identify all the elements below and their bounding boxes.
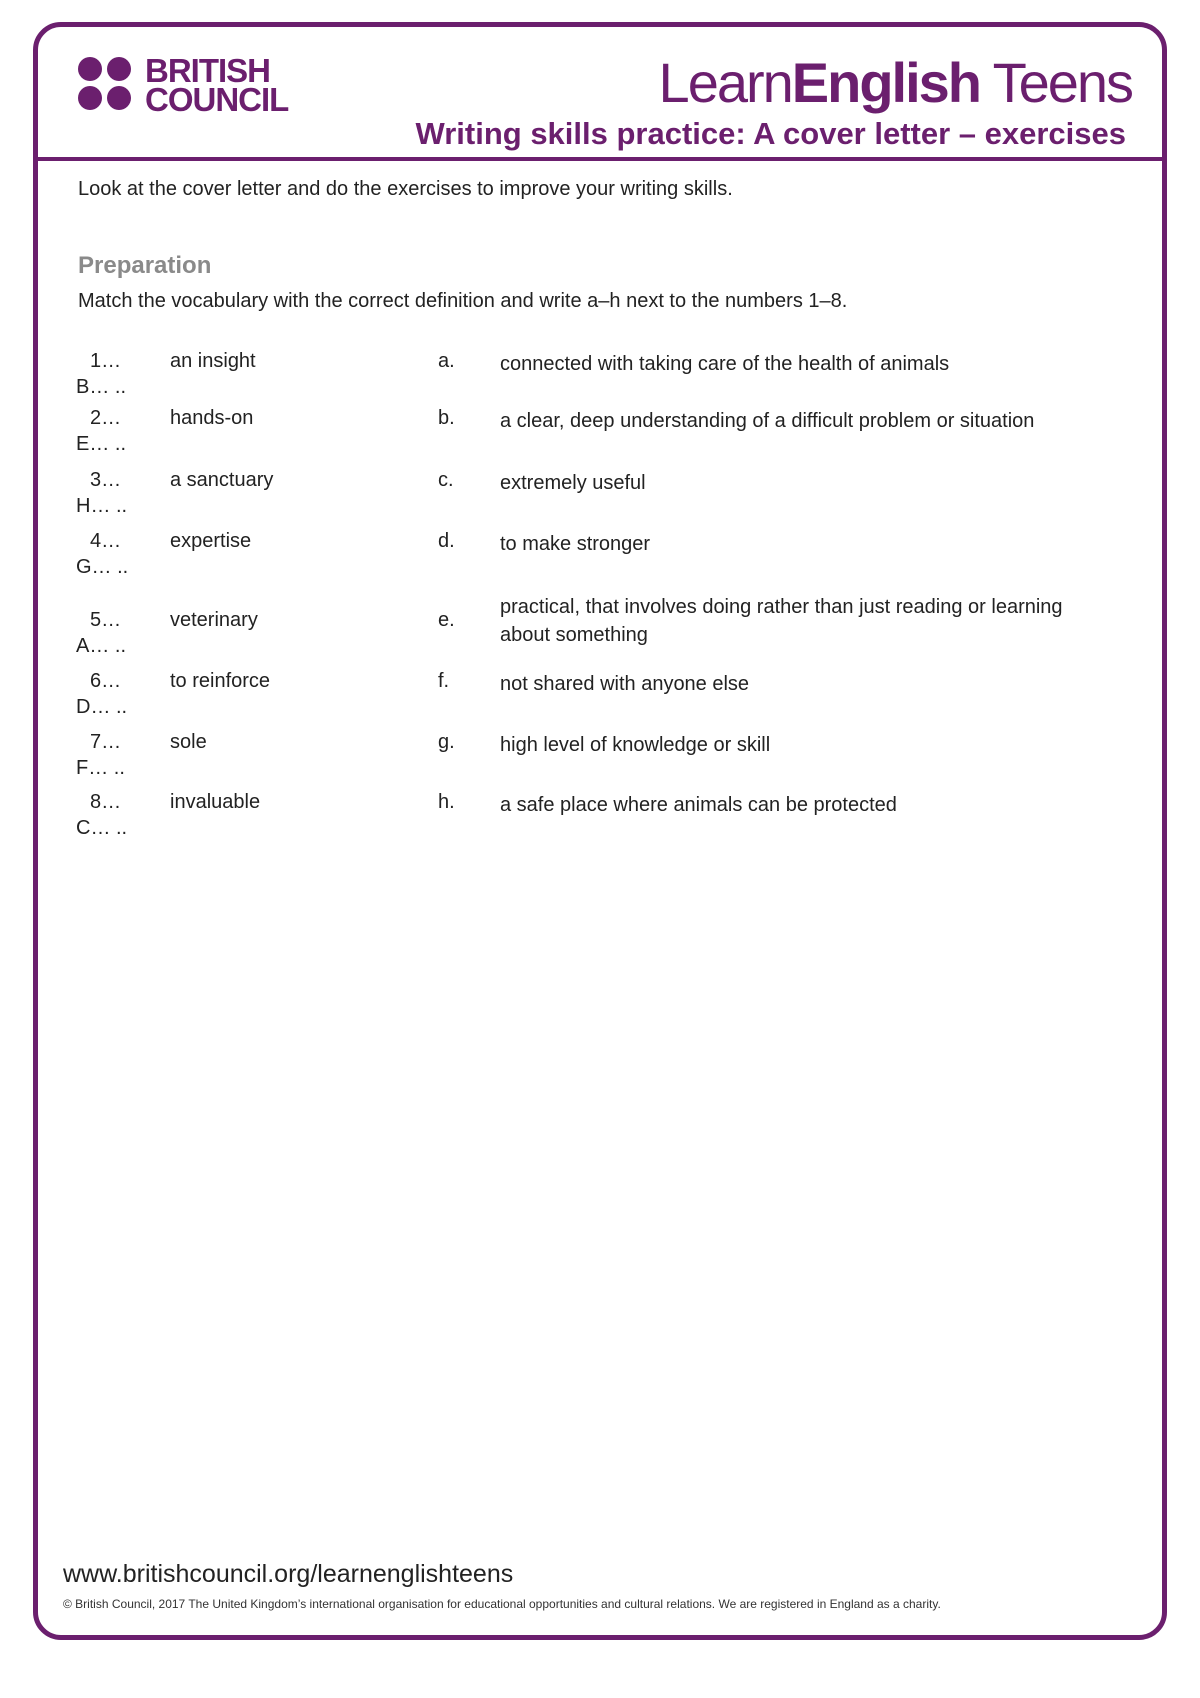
definition-text: connected with taking care of the health of animals xyxy=(500,353,950,375)
answer-blank[interactable]: H… .. xyxy=(76,495,128,517)
vocabulary-word: a sanctuary xyxy=(170,469,274,491)
vocabulary-word: to reinforce xyxy=(170,670,271,692)
definition-letter: c. xyxy=(438,469,454,491)
answer-blank[interactable]: E… .. xyxy=(76,433,127,455)
matching-row xyxy=(74,670,1134,731)
definition-letter: d. xyxy=(438,530,455,552)
definition-letter: h. xyxy=(438,791,455,813)
item-number: 7… xyxy=(90,731,122,753)
definition-letter: e. xyxy=(438,609,455,631)
definition-text: not shared with anyone else xyxy=(500,673,750,695)
section-heading-preparation: Preparation xyxy=(78,252,212,279)
intro-text: Look at the cover letter and do the exercises to improve your writing skills. xyxy=(78,178,733,200)
definition-letter: f. xyxy=(438,670,450,692)
logo-learn: Learn xyxy=(658,51,792,114)
definition-letter: a. xyxy=(438,350,455,372)
answer-blank[interactable]: D… .. xyxy=(76,696,128,718)
answer-blank[interactable]: B… .. xyxy=(76,376,127,398)
answer-blank[interactable]: G… .. xyxy=(76,556,129,578)
item-number: 6… xyxy=(90,670,122,692)
matching-row xyxy=(74,791,1134,851)
footer-url[interactable]: www.britishcouncil.org/learnenglishteens xyxy=(63,1560,514,1588)
matching-exercise xyxy=(74,350,1134,851)
matching-row xyxy=(74,593,1134,670)
answer-blank[interactable]: C… .. xyxy=(76,817,128,839)
vocabulary-word: sole xyxy=(170,731,207,753)
vocabulary-word: expertise xyxy=(170,530,252,552)
item-number: 4… xyxy=(90,530,122,552)
matching-row xyxy=(74,350,1134,407)
british-council-logo xyxy=(77,52,289,118)
item-number: 2… xyxy=(90,407,122,429)
footer-copyright: © British Council, 2017 The United Kingdom’s international organisation for educational opportunities and cultural relations. We are registered in England as a charity. xyxy=(63,1597,941,1611)
vocabulary-word: hands-on xyxy=(170,407,254,429)
page-title: Writing skills practice: A cover letter – exercises xyxy=(415,116,1126,151)
brand-line-2: COUNCIL xyxy=(145,81,289,118)
matching-row xyxy=(74,731,1134,791)
definition-text: a safe place where animals can be protected xyxy=(500,794,897,816)
item-number: 1… xyxy=(90,350,122,372)
logo-english: English xyxy=(791,51,981,114)
definition-letter: g. xyxy=(438,731,455,753)
vocabulary-word: veterinary xyxy=(170,609,258,631)
answer-blank[interactable]: F… .. xyxy=(76,757,125,779)
item-number: 5… xyxy=(90,609,122,631)
exercise-instruction: Match the vocabulary with the correct definition and write a–h next to the numbers 1–8. xyxy=(78,290,848,312)
definition-text: to make stronger xyxy=(500,533,651,555)
item-number: 3… xyxy=(90,469,122,491)
matching-row xyxy=(74,469,1134,530)
learnenglish-teens-logo xyxy=(659,50,1132,115)
header-divider xyxy=(36,157,1164,161)
definition-text: high level of knowledge or skill xyxy=(500,734,771,756)
item-number: 8… xyxy=(90,791,122,813)
definition-letter: b. xyxy=(438,407,455,429)
vocabulary-word: invaluable xyxy=(170,791,261,813)
vocabulary-word: an insight xyxy=(170,350,256,372)
brand-line-1: BRITISH xyxy=(145,52,270,89)
definition-text: extremely useful xyxy=(500,472,646,494)
matching-row xyxy=(74,530,1134,593)
matching-row xyxy=(74,407,1134,469)
answer-blank[interactable]: A… .. xyxy=(76,635,127,657)
definition-text: a clear, deep understanding of a difficult problem or situation xyxy=(500,410,1035,432)
logo-teens: Teens xyxy=(980,51,1132,114)
definition-text: practical, that involves doing rather than just reading or learning about something xyxy=(500,596,1063,646)
british-council-dots-icon xyxy=(77,56,135,114)
